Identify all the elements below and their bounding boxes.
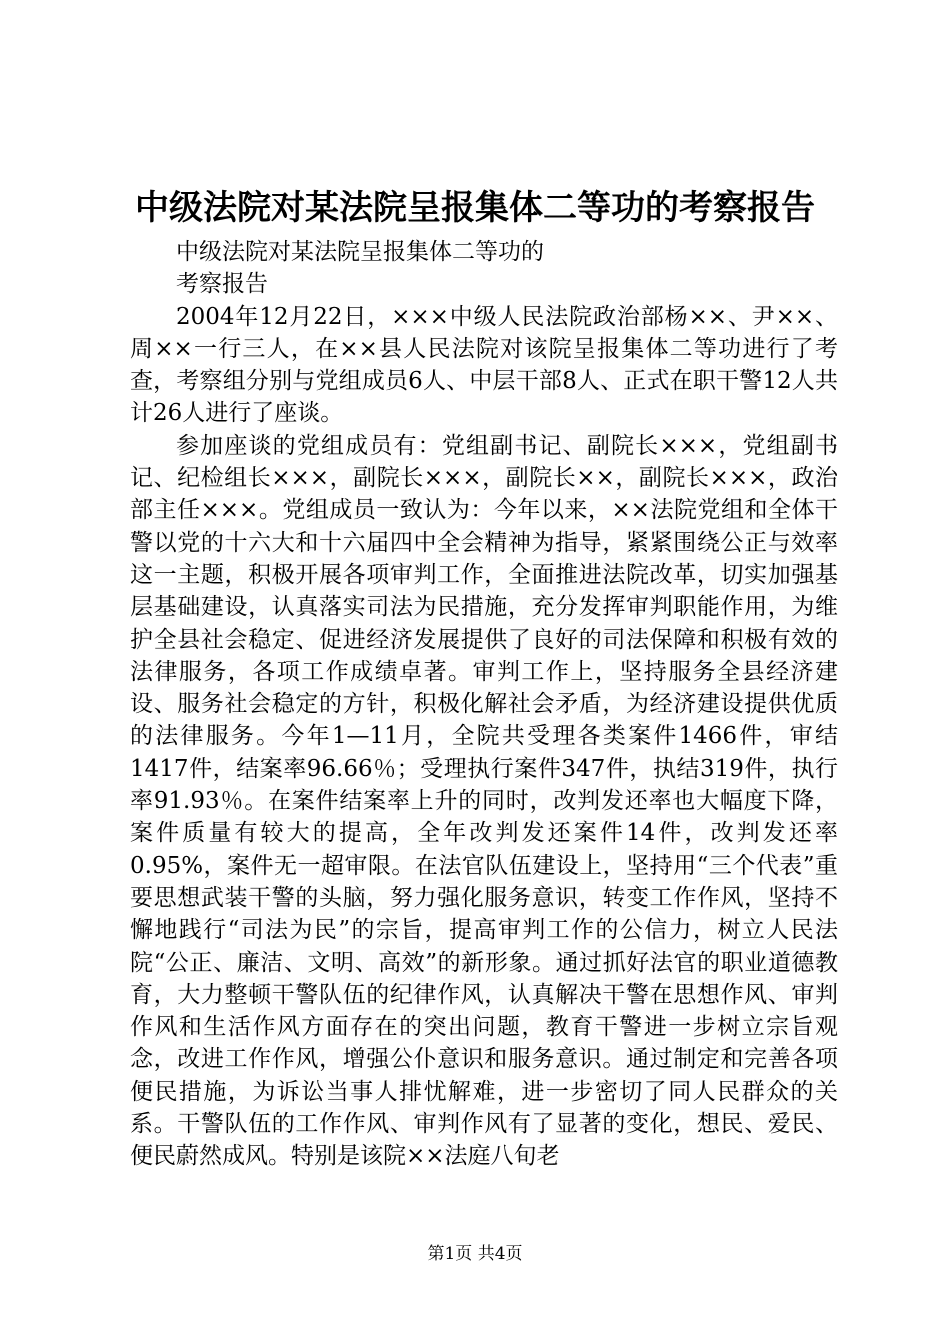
paragraph-1: 2004年12月22日，×××中级人民法院政治部杨××、尹××、周××一行三人，在××县人民法院对该院呈报集体二等功进行了考查，考察组分别与党组成员6人、中层干部8人、正式在职干警12人共计26人进行了座谈。 <box>130 303 838 427</box>
document-body <box>130 236 838 1173</box>
document-title: 中级法院对某法院呈报集体二等功的考察报告 <box>135 188 815 228</box>
subtitle-line-2: 考察报告 <box>176 271 268 298</box>
page-number-footer: 第1页 共4页 <box>427 1244 523 1264</box>
subtitle-line-1: 中级法院对某法院呈报集体二等功的 <box>176 239 544 265</box>
paragraph-2: 参加座谈的党组成员有：党组副书记、副院长×××，党组副书记、纪检组长×××，副院长×××，副院长××，副院长×××，政治部主任×××。党组成员一致认为：今年以来，××法院党组和全体干警以党的十六大和十六届四中全会精神为指导，紧紧围绕公正与效率这一主题，积极开展各项审判工作，全面推进法院改革，切实加强基层基础建设，认真落实司法为民措施，充分发挥审判职能作用，为维护全县社会稳定、促进经济发展提供了良好的司法保障和积极有效的法律服务，各项工作成绩卓著。审判工作上，坚持服务全县经济建设、服务社会稳定的方针，积极化解社会矛盾，为经济建设提供优质的法律服务。今年1—11月，全院共受理各类案件1466件，审结1417件，结案率96.66％；受理执行案件347件，执结319件，执行率91.93％。在案件结案率上升的同时，改判发还率也大幅度下降，案件质量有较大的提高，全年改判发还案件14件，改判发还率0.95%，案件无一超审限。在法官队伍建设上，坚持用“三个代表”重要思想武装干警的头脑，努力强化服务意识，转变工作作风，坚持不懈地践行“司法为民”的宗旨，提高审判工作的公信力，树立人民法院“公正、廉洁、文明、高效”的新形象。通过抓好法官的职业道德教育，大力整顿干警队伍的纪律作风，认真解决干警在思想作风、审判作风和生活作风方面存在的突出问题，教育干警进一步树立宗旨观念，改进工作作风，增强公仆意识和服务意识。通过制定和完善各项便民措施，为诉讼当事人排忧解难，进一步密切了同人民群众的关系。干警队伍的工作作风、审判作风有了显著的变化，想民、爱民、便民蔚然成风。特别是该院××法庭八旬老 <box>130 432 838 1170</box>
